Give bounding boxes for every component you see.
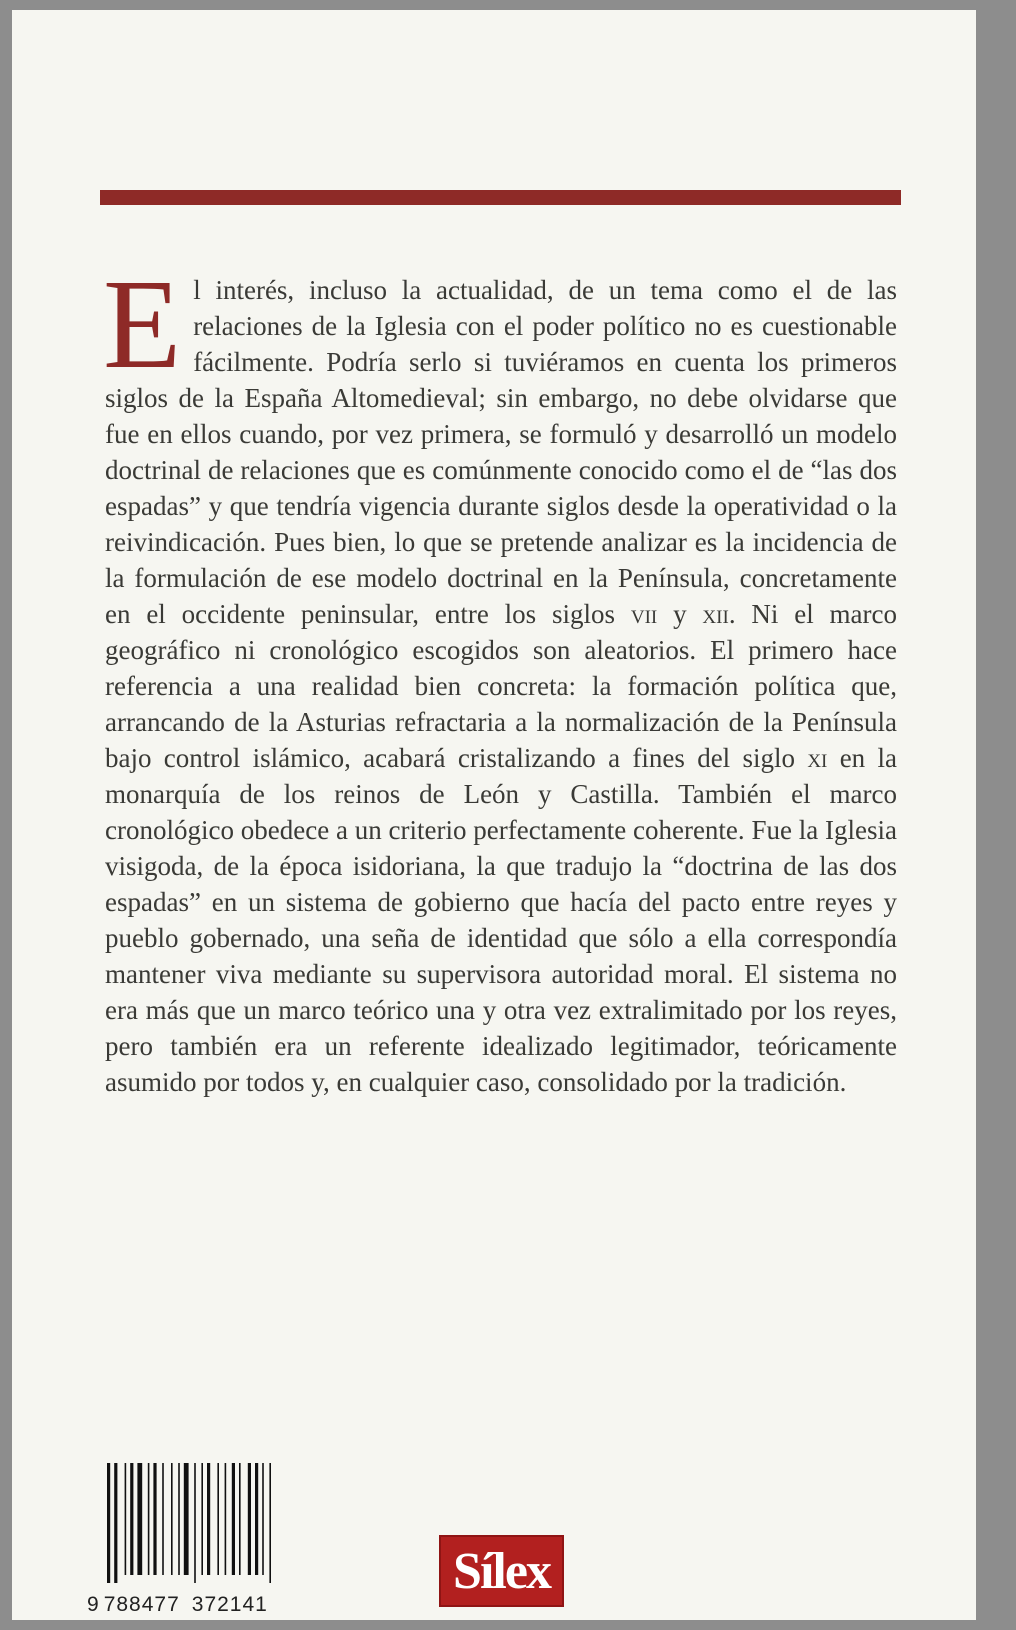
publisher-logo: Sílex [439, 1535, 564, 1607]
isbn-number [87, 1593, 307, 1617]
barcode-bar [130, 1463, 133, 1575]
barcode-bar [114, 1463, 117, 1583]
barcode-bar [225, 1463, 227, 1575]
barcode-bar [239, 1463, 241, 1575]
barcode-bar [207, 1463, 210, 1575]
barcode-bar [125, 1463, 127, 1575]
barcode-bar [184, 1463, 189, 1575]
century-xii: xii [702, 599, 729, 629]
blurb-text-4: en la monarquía de los reinos de León y Castilla. También el marco cronológico obedece a un criterio perfectamente coherente. Fue la Iglesia visigoda, de la época isidoriana, la que tradujo la “doctrina de las dos espadas” en un sistema de gobierno que hacía del pacto entre reyes y pueblo gobernado, una seña de identidad que sólo a ella correspondía mantener viva mediante su supervisora autoridad moral. El sistema no era más que un marco teórico una y otra vez extralimitado por los reyes, pero también era un referente idealizado legitimador, teóricamente asumido por todos y, en cualquier caso, consolidado por la tradición. [105, 743, 897, 1097]
drop-cap: E [103, 253, 182, 395]
barcode-bar [232, 1463, 235, 1575]
barcode-bar [194, 1463, 196, 1583]
barcode-bar [171, 1463, 173, 1575]
barcode-bar [137, 1463, 142, 1575]
blurb-text-1: l interés, incluso la actualidad, de un tema como el de las relaciones de la Iglesia con el poder político no es cuestionable fácilmente. Podría serlo si tuviéramos en cuenta los primeros siglos de la España Altomedieval; sin embargo, no debe olvidarse que fue en ellos cuando, por vez primera, se formuló y desarrolló un modelo doctrinal de relaciones que es comúnmente conocido como el de “las dos espadas” y que tendría vigencia durante siglos desde la operatividad o la reivindicación. Pues bien, lo que se pretende analizar es la incidencia de la formulación de ese modelo doctrinal en la Península, concretamente en el occidente peninsular, entre los siglos [105, 275, 897, 629]
isbn-lead-digit: 9 [87, 1593, 100, 1616]
barcode-icon [87, 1463, 307, 1583]
back-cover-blurb [103, 253, 898, 1100]
barcode-bar [153, 1463, 156, 1575]
century-vii: vii [630, 599, 658, 629]
isbn-group-2: 372141 [191, 1593, 268, 1616]
back-cover [12, 10, 976, 1620]
barcode-bar [148, 1463, 150, 1575]
blurb-text-3: . Ni el marco geográfico ni cronológico escogidos son aleatorios. El primero hace referencia a una realidad bien concreta: la formación política que, arrancando de la Asturias refractaria a la normalización de la Península bajo control islámico, acabará cristalizando a fines del siglo [105, 599, 898, 773]
barcode-bar [107, 1463, 110, 1583]
barcode-bar [217, 1463, 219, 1575]
barcode-bar [201, 1463, 203, 1575]
top-accent-rule [100, 190, 901, 205]
barcode-bar [269, 1463, 271, 1583]
barcode-bar [162, 1463, 164, 1575]
barcode-bar [178, 1463, 180, 1575]
century-xi: xi [807, 743, 828, 773]
blurb-text-2: y [657, 599, 703, 629]
isbn-group-1: 788477 [103, 1593, 180, 1616]
barcode-bar [255, 1463, 258, 1575]
barcode-bar [248, 1463, 251, 1575]
barcode-bar [262, 1463, 264, 1575]
